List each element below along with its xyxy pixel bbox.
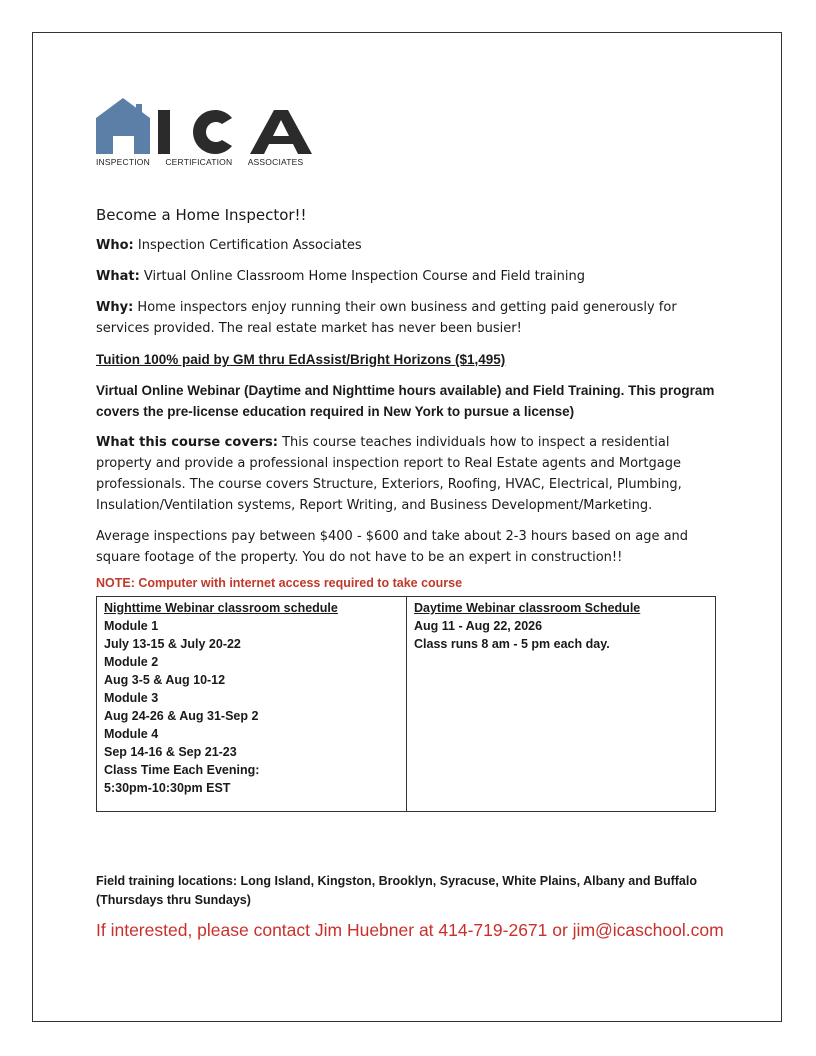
why-paragraph	[96, 297, 726, 339]
why-text: Home inspectors enjoy running their own business and getting paid generously for services provided. The real estate market has never been busier!	[96, 300, 677, 336]
nighttime-schedule-cell	[97, 597, 407, 812]
logo-letter-i	[158, 110, 170, 154]
logo-letter-c	[193, 110, 232, 154]
schedule-line: Class runs 8 am - 5 pm each day.	[414, 637, 610, 651]
daytime-schedule-cell	[407, 597, 716, 812]
field-training-locations: Field training locations: Long Island, Kingston, Brooklyn, Syracuse, White Plains, Albany and Buffalo (Thursdays thru Sundays)	[96, 874, 697, 907]
who-paragraph	[96, 235, 726, 256]
main-content	[96, 206, 726, 812]
what-label: What:	[96, 269, 140, 284]
logo-subtitle-word: INSPECTION	[96, 157, 150, 167]
schedule-line: Aug 11 - Aug 22, 2026	[414, 619, 543, 633]
contact-line: If interested, please contact Jim Huebner at 414-719-2671 or jim@icaschool.com	[96, 920, 724, 940]
course-covers-label: What this course covers:	[96, 435, 278, 450]
page-title: Become a Home Inspector!!	[96, 206, 307, 224]
schedule-line: Module 4	[104, 727, 159, 741]
why-label: Why:	[96, 300, 134, 315]
daytime-schedule-header: Daytime Webinar classroom Schedule	[414, 601, 641, 615]
what-paragraph	[96, 266, 726, 287]
schedule-line: Sep 14-16 & Sep 21-23	[104, 745, 237, 759]
who-label: Who:	[96, 238, 134, 253]
schedule-line: 5:30pm-10:30pm EST	[104, 781, 231, 795]
schedule-line: Module 1	[104, 619, 159, 633]
schedule-line: Module 2	[104, 655, 159, 669]
average-pay-paragraph: Average inspections pay between $400 - $600 and take about 2-3 hours based on age and square footage of the property. You do not have to be an expert in construction!!	[96, 529, 689, 565]
schedule-line: Aug 24-26 & Aug 31-Sep 2	[104, 709, 259, 723]
schedule-row	[97, 597, 716, 812]
who-text: Inspection Certification Associates	[133, 238, 362, 253]
what-text: Virtual Online Classroom Home Inspection Course and Field training	[139, 269, 585, 284]
chimney-shape	[136, 104, 142, 116]
schedule-line: July 13-15 & July 20-22	[104, 637, 241, 651]
ica-logo-graphic	[96, 96, 316, 156]
course-covers-paragraph	[96, 432, 726, 516]
logo-subtitle	[96, 157, 303, 167]
logo-subtitle-word: CERTIFICATION	[165, 157, 233, 167]
schedule-line: Class Time Each Evening:	[104, 763, 260, 777]
schedule-line: Aug 3-5 & Aug 10-12	[104, 673, 226, 687]
schedule-line: Module 3	[104, 691, 159, 705]
nighttime-schedule-header: Nighttime Webinar classroom schedule	[104, 601, 338, 615]
computer-note: NOTE: Computer with internet access required to take course	[96, 576, 463, 590]
schedule-table	[96, 596, 716, 812]
course-covers-text: This course teaches individuals how to inspect a residential property and provide a professional inspection report to Real Estate agents and Mortgage professionals. The course covers Structure, Exteriors, Roofing, HVAC, Electrical, Plumbing, Insulation/Ventilation systems, Report Writing, and Business Development/Marketing.	[96, 435, 682, 513]
virtual-webinar-paragraph: Virtual Online Webinar (Daytime and Nighttime hours available) and Field Training. This program covers the pre-license education required in New York to pursue a license)	[96, 383, 715, 419]
ica-logo	[96, 96, 316, 171]
tuition-line: Tuition 100% paid by GM thru EdAssist/Bright Horizons ($1,495)	[96, 352, 506, 367]
logo-subtitle-word: ASSOCIATES	[247, 157, 304, 167]
